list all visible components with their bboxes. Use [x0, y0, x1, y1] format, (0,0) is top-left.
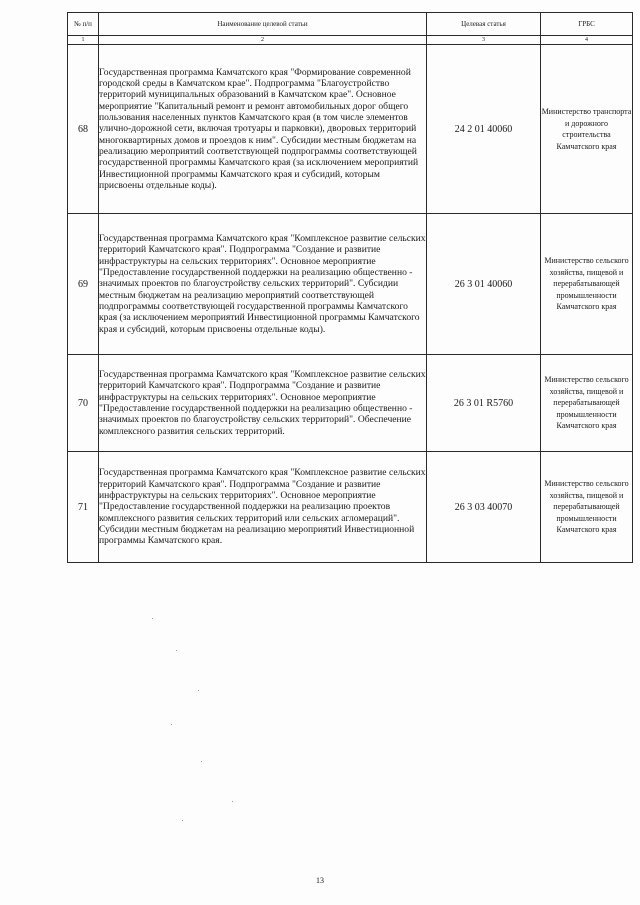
- row-number: 69: [68, 214, 99, 355]
- target-item-name: Государственная программа Камчатского края "Комплексное развитие сельских территорий Камчатского края". Подпрограмма "Создание и развитие инфраструктуры на сельских территориях". Основное мероприятие "Предоставление государственной поддержки на реализацию общественно - значимых проектов по благоустройству сельских территорий". Субсидии местным бюджетам на реализацию мероприятий соответствующей подпрограммы соответствующей государственной программы Камчатского края (за исключением мероприятий Инвестиционной программы Камчатского края и субсидий, которым присвоены отдельные коды).: [99, 214, 427, 355]
- page-number: 13: [316, 876, 324, 885]
- grbs-name: Министерство транспорта и дорожного строительства Камчатского края: [541, 45, 633, 214]
- row-number: 71: [68, 452, 99, 563]
- column-index: 3: [427, 36, 541, 45]
- target-item-code: 26 3 03 40070: [427, 452, 541, 563]
- target-item-name: Государственная программа Камчатского края "Комплексное развитие сельских территорий Камчатского края". Подпрограмма "Создание и развитие инфраструктуры на сельских территориях". Основное мероприятие "Предоставление государственной поддержки на реализацию общественно - значимых проектов по благоустройству сельских территорий". Обеспечение комплексного развития сельских территорий.: [99, 355, 427, 452]
- row-number: 68: [68, 45, 99, 214]
- grbs-name: Министерство сельского хозяйства, пищевой и перерабатывающей промышленности Камчатского края: [541, 355, 633, 452]
- table-row: [68, 452, 633, 563]
- column-index-row: [68, 36, 633, 45]
- target-item-name: Государственная программа Камчатского края "Комплексное развитие сельских территорий Камчатского края". Подпрограмма "Создание и развитие инфраструктуры на сельских территориях". Основное мероприятие "Предоставление государственной поддержки на реализацию проектов комплексного развития сельских территорий или сельских агломераций". Субсидии местным бюджетам на реализацию мероприятий Инвестиционной программы Камчатского края.: [99, 452, 427, 563]
- column-index: 4: [541, 36, 633, 45]
- target-item-name: Государственная программа Камчатского края "Формирование современной городской среды в Камчатском крае". Подпрограмма "Благоустройство территорий муниципальных образований в Камчатском крае". Основное мероприятие "Капитальный ремонт и ремонт автомобильных дорог общего пользования населенных пунктов Камчатского края (в том числе элементов улично-дорожной сети, включая тротуары и парковки), дворовых территорий многоквартирных домов и проездов к ним". Субсидии местным бюджетам на реализацию мероприятий соответствующей подпрограммы соответствующей государственной программы Камчатского края (за исключением мероприятий Инвестиционной программы Камчатского края и субсидий, которым присвоены отдельные коды).: [99, 45, 427, 214]
- grbs-name: Министерство сельского хозяйства, пищевой и перерабатывающей промышленности Камчатского края: [541, 452, 633, 563]
- target-item-code: 26 3 01 40060: [427, 214, 541, 355]
- row-number: 70: [68, 355, 99, 452]
- header-num: № п/п: [68, 13, 99, 36]
- column-index: 2: [99, 36, 427, 45]
- grbs-name: Министерство сельского хозяйства, пищевой и перерабатывающей промышленности Камчатского края: [541, 214, 633, 355]
- table-header-row: [68, 13, 633, 36]
- header-grbs: ГРБС: [541, 13, 633, 36]
- table-row: [68, 355, 633, 452]
- table-row: [68, 214, 633, 355]
- column-index: 1: [68, 36, 99, 45]
- target-items-table: [67, 12, 633, 563]
- header-code: Целевая статья: [427, 13, 541, 36]
- header-name: Наименование целевой статьи: [99, 13, 427, 36]
- target-item-code: 24 2 01 40060: [427, 45, 541, 214]
- table-row: [68, 45, 633, 214]
- target-item-code: 26 3 01 R5760: [427, 355, 541, 452]
